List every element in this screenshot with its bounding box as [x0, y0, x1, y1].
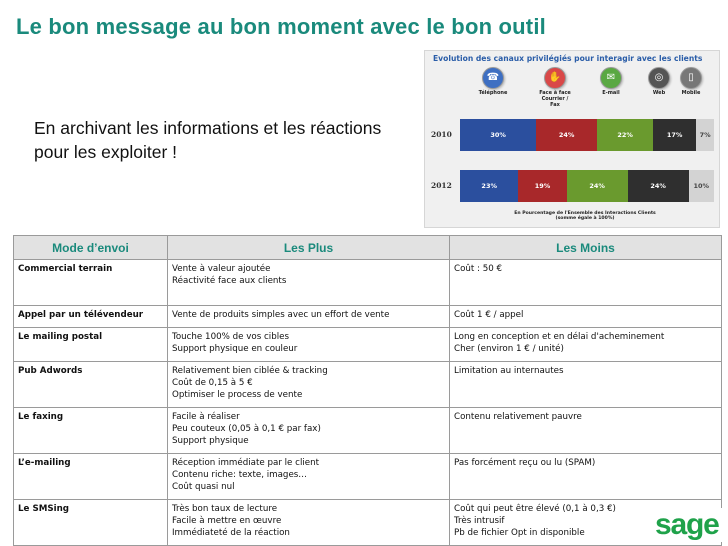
plus-line: Peu couteux (0,05 à 0,1 € par fax) [172, 424, 321, 434]
plus-line: Facile à mettre en œuvre [172, 516, 282, 526]
moins-cell [450, 260, 722, 306]
moins-line: Long en conception et en délai d'acheminement [454, 332, 665, 342]
table-row [14, 362, 722, 408]
channel-evolution-chart [424, 50, 720, 228]
moins-line: Coût : 50 € [454, 264, 503, 274]
bar-segment-handshake-2010: 24% [536, 119, 597, 151]
plus-line: Support physique [172, 436, 249, 446]
plus-line: Réactivité face aux clients [172, 276, 287, 286]
mobile-icon: ▯ [680, 67, 702, 89]
table-row [14, 500, 722, 546]
plus-cell [168, 500, 450, 546]
legend-label: Face à face Courrier / Fax [539, 90, 571, 108]
bar-2010 [460, 119, 714, 151]
email-icon: ✉ [600, 67, 622, 89]
plus-line: Réception immédiate par le client [172, 458, 320, 468]
plus-line: Vente de produits simples avec un effort de vente [172, 310, 390, 320]
telephone-icon: ☎ [482, 67, 504, 89]
chart-note: En Pourcentage de l'Ensemble des Interactions Clients (somme égale à 100%) [514, 211, 656, 221]
plus-cell [168, 260, 450, 306]
plus-line: Touche 100% de vos cibles [172, 332, 289, 342]
bar-segment-email-2010: 22% [597, 119, 653, 151]
mode-cell: Commercial terrain [14, 260, 168, 306]
chart-title: Evolution des canaux privilégiés pour interagir avec les clients [433, 54, 703, 63]
legend-label: Téléphone [478, 90, 508, 96]
table-row [14, 260, 722, 306]
moins-cell [450, 454, 722, 500]
bar-segment-globe-2010: 17% [653, 119, 696, 151]
header-mode: Mode d’envoi [14, 236, 168, 260]
plus-cell [168, 362, 450, 408]
plus-line: Optimiser le process de vente [172, 390, 303, 400]
moins-line: Pas forcément reçu ou lu (SPAM) [454, 458, 596, 468]
moins-cell [450, 408, 722, 454]
legend-item-email [593, 67, 629, 96]
year-label-2012: 2012 [431, 181, 452, 190]
plus-line: Contenu riche: texte, images… [172, 470, 307, 480]
mode-cell: L’e-mailing [14, 454, 168, 500]
moins-cell [450, 362, 722, 408]
bar-2012 [460, 170, 714, 202]
moins-line: Coût 1 € / appel [454, 310, 524, 320]
moins-line: Limitation au internautes [454, 366, 564, 376]
plus-cell [168, 328, 450, 362]
plus-line: Coût de 0,15 à 5 € [172, 378, 253, 388]
moins-line: Coût qui peut être élevé (0,1 à 0,3 €) [454, 504, 616, 514]
plus-line: Très bon taux de lecture [172, 504, 278, 514]
globe-icon: ◎ [648, 67, 670, 89]
bar-segment-handshake-2012: 19% [518, 170, 566, 202]
sage-logo: sage [652, 508, 722, 542]
header-plus: Les Plus [168, 236, 450, 260]
comparison-table [13, 235, 722, 546]
plus-line: Facile à réaliser [172, 412, 240, 422]
moins-cell [450, 328, 722, 362]
moins-line: Pb de fichier Opt in disponible [454, 528, 585, 538]
page-title: Le bon message au bon moment avec le bon outil [16, 14, 546, 39]
plus-line: Vente à valeur ajoutée [172, 264, 271, 274]
handshake-icon: ✋ [544, 67, 566, 89]
table-row [14, 306, 722, 328]
plus-cell [168, 454, 450, 500]
legend-label: E-mail [602, 90, 620, 96]
plus-cell [168, 408, 450, 454]
plus-line: Immédiateté de la réaction [172, 528, 290, 538]
mode-cell: Le SMSing [14, 500, 168, 546]
legend-item-telephone [475, 67, 511, 96]
legend-label: Web [652, 90, 666, 96]
bar-segment-telephone-2010: 30% [460, 119, 536, 151]
mode-cell: Appel par un télévendeur [14, 306, 168, 328]
year-label-2010: 2010 [431, 130, 452, 139]
table-row [14, 408, 722, 454]
header-moins: Les Moins [450, 236, 722, 260]
table-row [14, 454, 722, 500]
plus-cell [168, 306, 450, 328]
subtitle: En archivant les informations et les réactions pour les exploiter ! [34, 118, 382, 162]
bar-segment-mobile-2010: 7% [696, 119, 714, 151]
mode-cell: Pub Adwords [14, 362, 168, 408]
mode-cell: Le faxing [14, 408, 168, 454]
mode-cell: Le mailing postal [14, 328, 168, 362]
moins-cell [450, 306, 722, 328]
legend-label: Mobile [681, 90, 701, 96]
plus-line: Relativement bien ciblée & tracking [172, 366, 328, 376]
moins-line: Contenu relativement pauvre [454, 412, 582, 422]
table-row [14, 328, 722, 362]
bar-segment-mobile-2012: 10% [689, 170, 714, 202]
legend-item-handshake [537, 67, 573, 108]
moins-line: Très intrusif [454, 516, 505, 526]
moins-line: Cher (environ 1 € / unité) [454, 344, 564, 354]
legend-item-globe [641, 67, 677, 96]
legend-item-mobile [673, 67, 709, 96]
plus-line: Support physique en couleur [172, 344, 298, 354]
bar-segment-email-2012: 24% [567, 170, 628, 202]
bar-segment-globe-2012: 24% [628, 170, 689, 202]
plus-line: Coût quasi nul [172, 482, 235, 492]
bar-segment-telephone-2012: 23% [460, 170, 518, 202]
table-header-row [14, 236, 722, 260]
